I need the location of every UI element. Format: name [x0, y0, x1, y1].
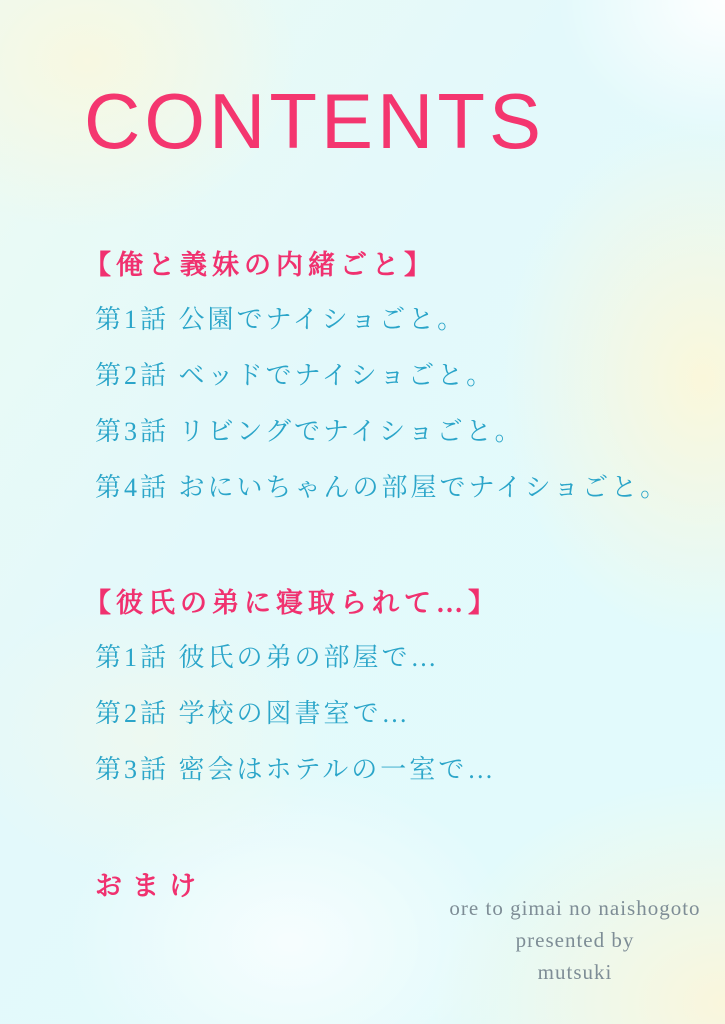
section-heading: 【彼氏の弟に寝取られて…】 [84, 588, 500, 618]
toc-section-ore-to-gimai [84, 248, 669, 527]
toc-entry: 第3話 密会はホテルの一室で… [95, 755, 497, 784]
credit-presented-by: presented by [515, 928, 635, 952]
page-title: CONTENTS [84, 77, 545, 165]
toc-entry: 第4話 おにいちゃんの部屋でナイショごと。 [95, 473, 670, 502]
toc-entry: 第2話 ベッドでナイショごと。 [95, 361, 496, 390]
section-heading: 【俺と義妹の内緒ごと】 [84, 250, 436, 280]
toc-entry: 第2話 学校の図書室で… [95, 699, 411, 728]
chapter-list [84, 641, 500, 787]
toc-entry: 第1話 彼氏の弟の部屋で… [95, 643, 440, 672]
toc-entry: 第1話 公園でナイショごと。 [95, 305, 467, 334]
toc-entry: 第3話 リビングでナイショごと。 [95, 417, 524, 446]
toc-section-kareshi-no-otouto [84, 586, 500, 809]
credits-block [430, 892, 720, 988]
omake-label: おまけ [95, 871, 206, 901]
chapter-list [84, 303, 669, 505]
credit-author: mutsuki [537, 960, 613, 984]
credit-work-title: ore to gimai no naishogoto [449, 896, 701, 920]
